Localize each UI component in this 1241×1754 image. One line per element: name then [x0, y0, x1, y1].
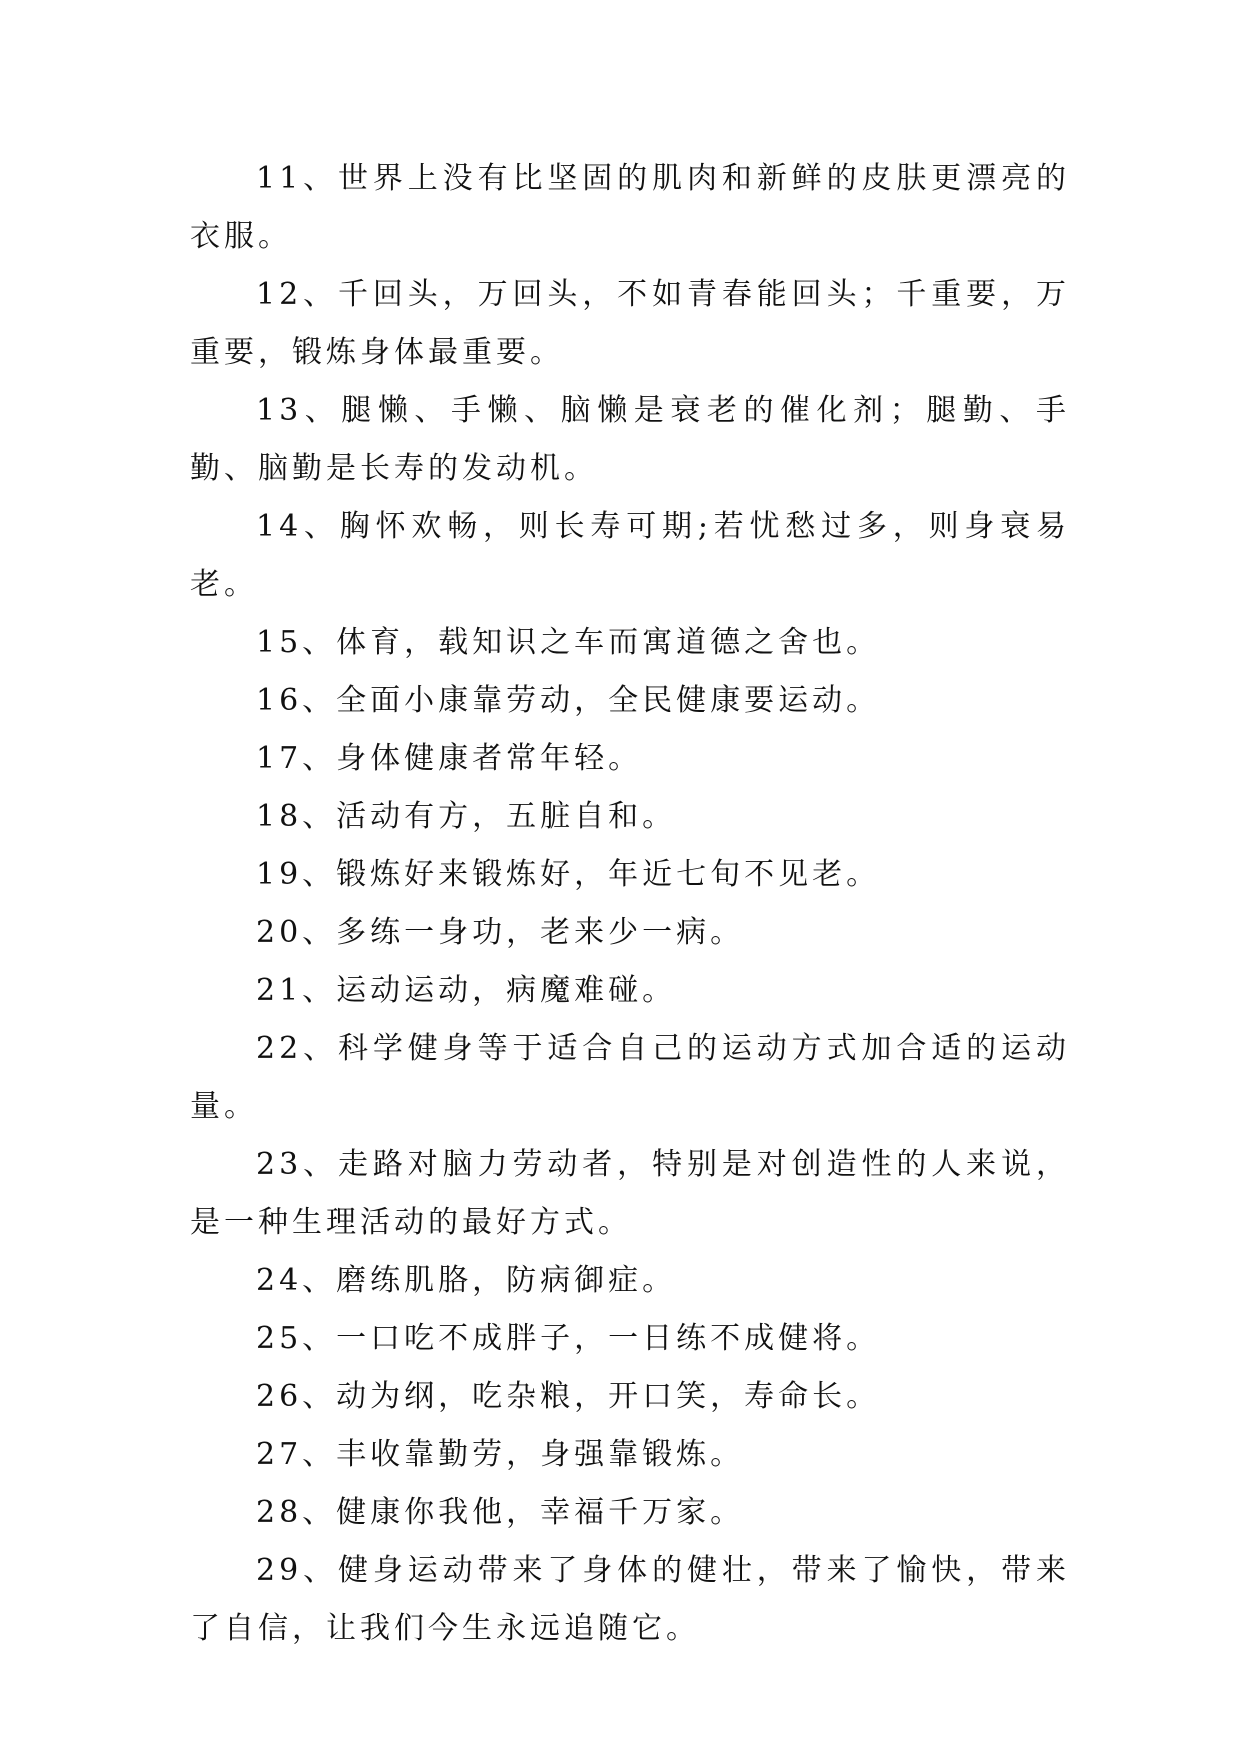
paragraph-16: 16、全面小康靠劳动，全民健康要运动。 [256, 683, 881, 718]
paragraph-25: 25、一口吃不成胖子，一日练不成健将。 [256, 1321, 881, 1356]
paragraph-22: 22、科学健身等于适合自己的运动方式加合适的运动量。 [190, 1031, 1070, 1124]
paragraph-11: 11、世界上没有比坚固的肌肉和新鲜的皮肤更漂亮的衣服。 [190, 161, 1070, 254]
paragraph-29: 29、健身运动带来了身体的健壮，带来了愉快，带来了自信，让我们今生永远追随它。 [190, 1553, 1070, 1646]
paragraph-17: 17、身体健康者常年轻。 [256, 741, 643, 776]
paragraph-28: 28、健康你我他，幸福千万家。 [256, 1495, 745, 1530]
paragraph-24: 24、磨练肌胳，防病御症。 [256, 1263, 677, 1298]
paragraph-21: 21、运动运动，病魔难碰。 [256, 973, 677, 1008]
paragraph-18: 18、活动有方，五脏自和。 [256, 799, 677, 834]
paragraph-13: 13、腿懒、手懒、脑懒是衰老的催化剂；腿勤、手勤、脑勤是长寿的发动机。 [190, 393, 1070, 486]
paragraph-26: 26、动为纲，吃杂粮，开口笑，寿命长。 [256, 1379, 881, 1414]
paragraph-12: 12、千回头，万回头，不如青春能回头；千重要，万重要，锻炼身体最重要。 [190, 277, 1070, 370]
paragraph-14: 14、胸怀欢畅，则长寿可期;若忧愁过多，则身衰易老。 [190, 509, 1070, 602]
document-page [190, 150, 1070, 1658]
paragraph-27: 27、丰收靠勤劳，身强靠锻炼。 [256, 1437, 745, 1472]
paragraph-19: 19、锻炼好来锻炼好，年近七旬不见老。 [256, 857, 881, 892]
paragraph-20: 20、多练一身功，老来少一病。 [256, 915, 745, 950]
paragraph-15: 15、体育，载知识之车而寓道德之舍也。 [256, 625, 881, 660]
paragraph-23: 23、走路对脑力劳动者，特别是对创造性的人来说，是一种生理活动的最好方式。 [190, 1147, 1070, 1240]
